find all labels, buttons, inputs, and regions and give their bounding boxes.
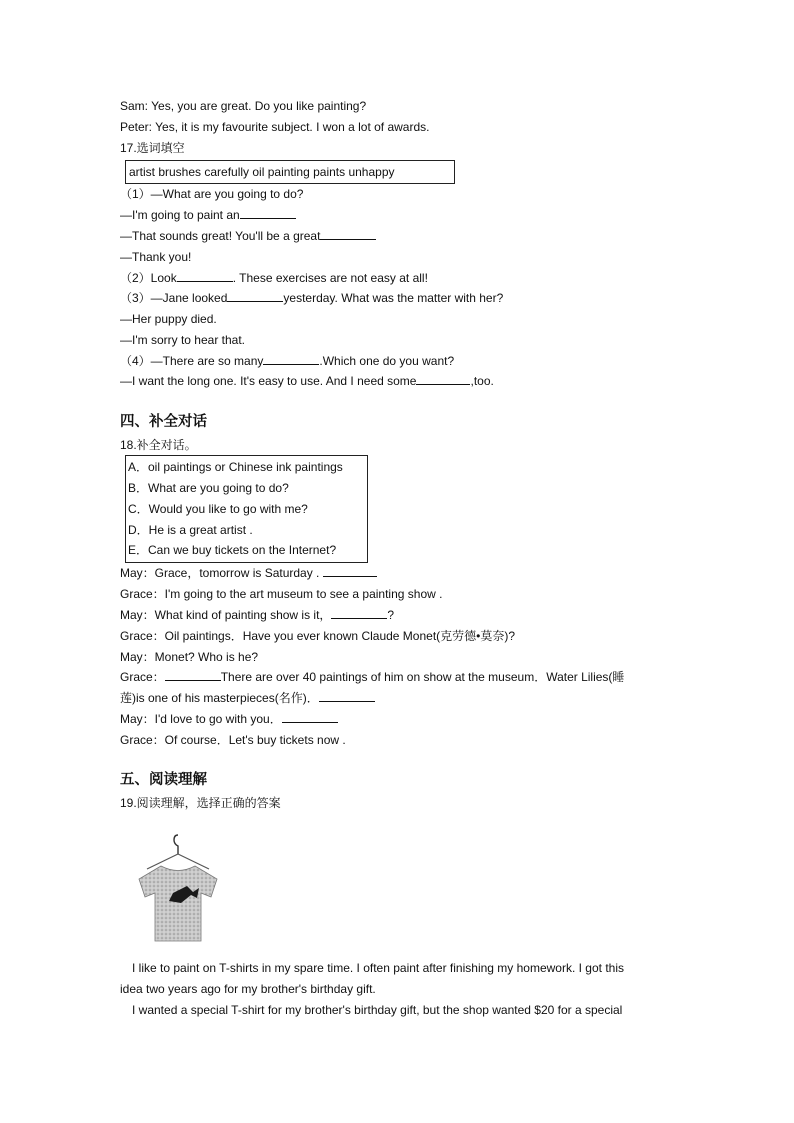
section5-heading: 五、阅读理解: [120, 772, 207, 788]
q17-line-3: —That sounds great! You'll be a great: [120, 228, 376, 244]
dialogue-line-2: Grace：I'm going to the art museum to see a painting show .: [120, 587, 443, 601]
q17-line-6: （3）—Jane looked yesterday. What was the matter with her?: [120, 291, 504, 305]
dialogue-line-5: May：Monet? Who is he?: [120, 650, 259, 664]
q19-title: 19.阅读理解，选择正确的答案: [120, 796, 281, 810]
q17-line-8: —I'm sorry to hear that.: [120, 333, 245, 347]
answer-blank[interactable]: [320, 228, 376, 240]
answer-blank[interactable]: [319, 690, 375, 702]
answer-blank[interactable]: [165, 669, 221, 681]
q17-line-1: （1）—What are you going to do?: [120, 187, 304, 201]
option-b: B．What are you going to do?: [128, 481, 289, 495]
dialogue-line-3: May：What kind of painting show is it， ?: [120, 608, 395, 622]
dialogue-line-4: Grace：Oil paintings．Have you ever known Claude Monet(克劳德•莫奈)?: [120, 629, 516, 643]
q17-line-4: —Thank you!: [120, 250, 192, 264]
options-box: [125, 455, 368, 563]
dialogue-line-1: May：Grace，tomorrow is Saturday .: [120, 565, 377, 581]
q17-line-7: —Her puppy died.: [120, 312, 217, 326]
option-c: C．Would you like to go with me?: [128, 502, 308, 516]
q17-line-5: （2）Look . These exercises are not easy at all!: [120, 271, 428, 285]
peter-line: Peter: Yes, it is my favourite subject. I won a lot of awards.: [120, 120, 430, 134]
dialogue-line-8: May：I'd love to go with you．: [120, 711, 338, 727]
word-bank-box: [125, 160, 455, 184]
section4-heading: 四、补全对话: [120, 414, 207, 430]
answer-blank[interactable]: [282, 711, 338, 723]
q17-line-9: （4）—There are so many .Which one do you want?: [120, 354, 455, 368]
dialogue-line-7: 莲)is one of his masterpieces(名作)．: [120, 690, 375, 706]
answer-blank[interactable]: [323, 565, 377, 577]
q17-line-10: —I want the long one. It's easy to use. And I need some ,too.: [120, 374, 494, 388]
option-a: A．oil paintings or Chinese ink paintings: [128, 460, 343, 474]
reading-paragraph-1-cont: idea two years ago for my brother's birthday gift.: [120, 982, 376, 996]
q17-line-2: —I'm going to paint an: [120, 207, 296, 223]
answer-blank[interactable]: [263, 353, 319, 365]
option-e: E．Can we buy tickets on the Internet?: [128, 543, 337, 557]
answer-blank[interactable]: [240, 207, 296, 219]
answer-blank[interactable]: [177, 270, 233, 282]
answer-blank[interactable]: [227, 290, 283, 302]
word-bank: artist brushes carefully oil painting paints unhappy: [129, 165, 395, 179]
answer-blank[interactable]: [331, 607, 387, 619]
dialogue-line-6: Grace： There are over 40 paintings of him on show at the museum．Water Lilies(睡: [120, 670, 625, 684]
tshirt-on-hanger-image: [133, 833, 223, 945]
reading-paragraph-2: I wanted a special T-shirt for my brother's birthday gift, but the shop wanted $20 for a special: [132, 1003, 623, 1017]
q18-title: 18.补全对话。: [120, 438, 197, 452]
q17-title: 17.选词填空: [120, 141, 185, 155]
sam-line: Sam: Yes, you are great. Do you like painting?: [120, 99, 367, 113]
reading-paragraph-1: I like to paint on T-shirts in my spare time. I often paint after finishing my homework. I got this: [132, 961, 624, 975]
option-d: D．He is a great artist .: [128, 523, 253, 537]
answer-blank[interactable]: [416, 373, 470, 385]
dialogue-line-9: Grace：Of course．Let's buy tickets now .: [120, 733, 346, 747]
